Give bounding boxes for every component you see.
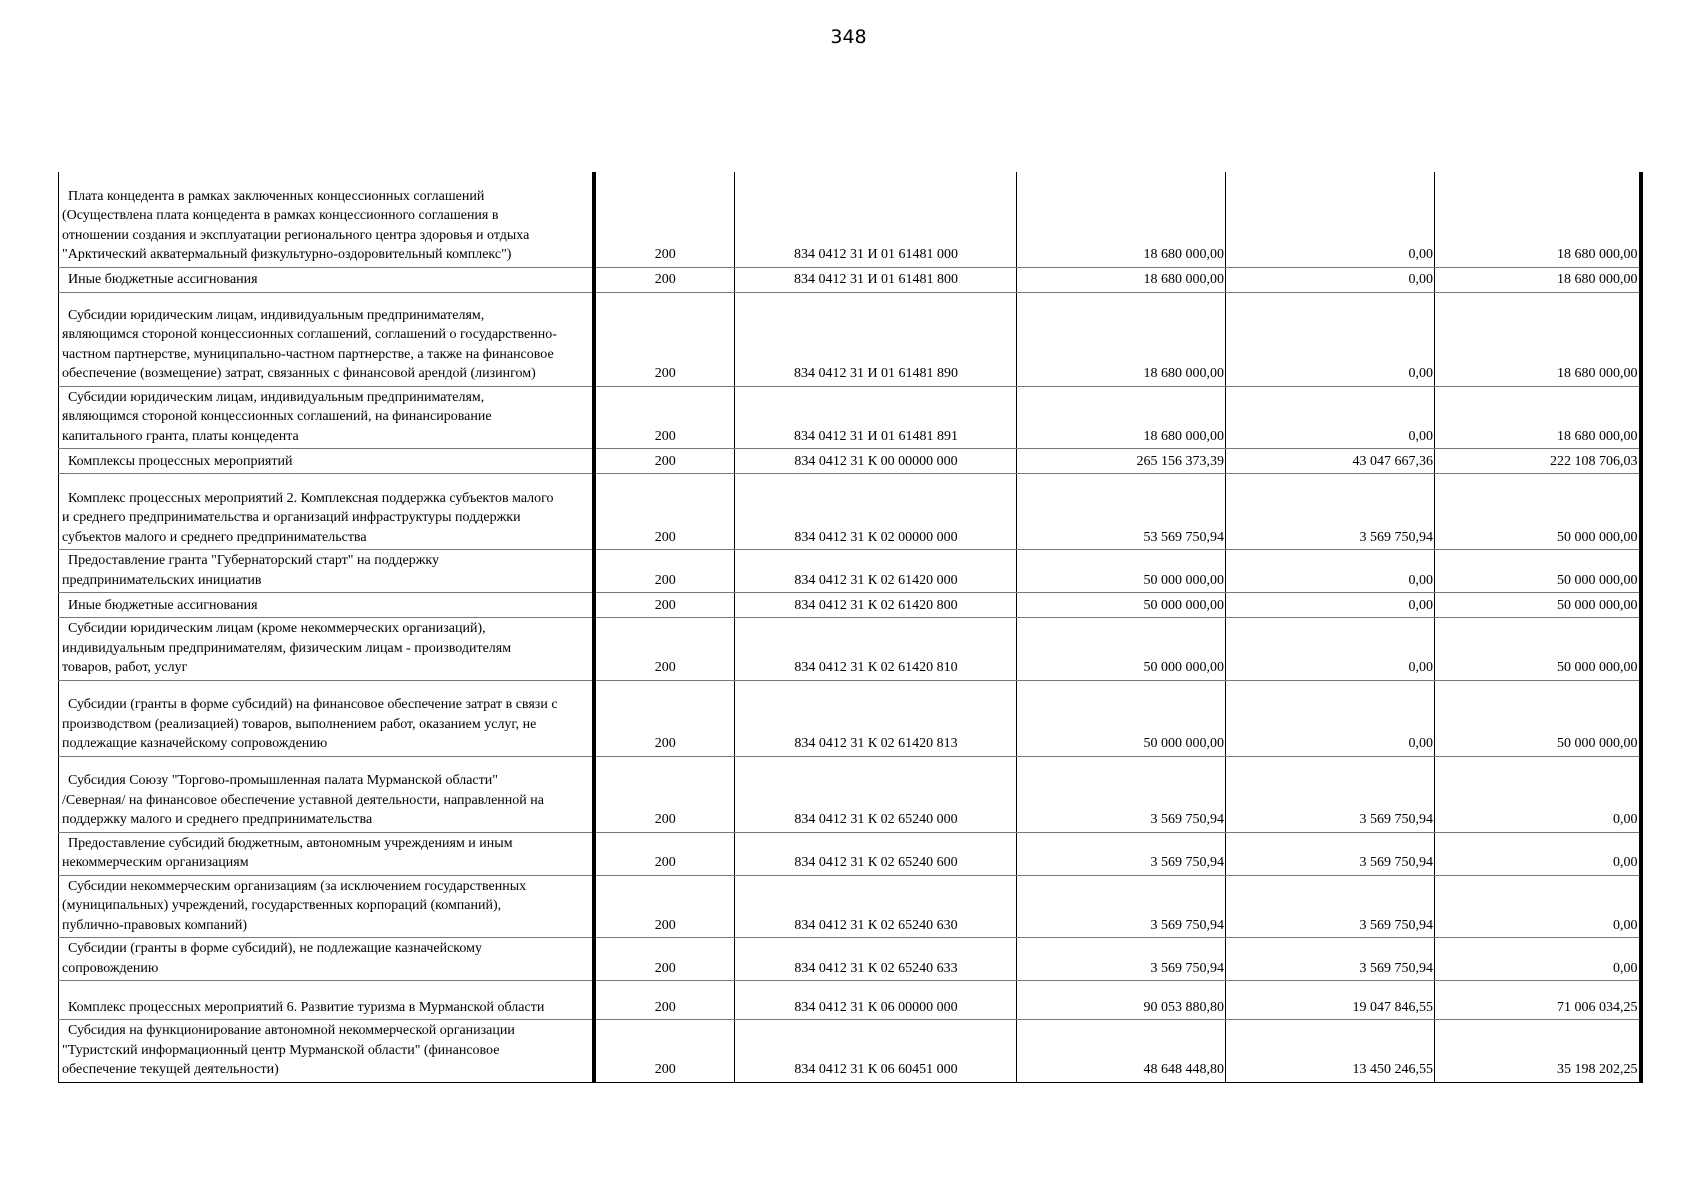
code-cell: 200 [594, 618, 735, 681]
row-name-line: поддержку малого и среднего предпринимательства [62, 812, 373, 827]
code-cell: 200 [594, 938, 735, 981]
table-row [59, 267, 1641, 292]
row-name-cell [59, 981, 594, 1020]
row-name-line: Субсидия на функционирование автономной некоммерческой организации [68, 1023, 515, 1038]
table-row [59, 292, 1641, 386]
row-name-line: капитального гранта, платы концедента [62, 428, 299, 444]
row-name-line: Иные бюджетные ассигнования [68, 597, 258, 613]
code-cell: 200 [594, 550, 735, 593]
row-name-line: субъектов малого и среднего предпринимательства [62, 529, 367, 545]
row-name-cell [59, 875, 594, 938]
amount-cell-1: 48 648 448,80 [1017, 1020, 1226, 1083]
amount-cell-3: 0,00 [1435, 938, 1641, 981]
code-cell: 200 [594, 267, 735, 292]
row-name-line: сопровождению [62, 960, 159, 976]
row-name-cell [59, 618, 594, 681]
row-name-line: Комплекс процессных мероприятий 2. Комплексная поддержка субъектов малого [68, 490, 554, 506]
amount-cell-3: 222 108 706,03 [1435, 449, 1641, 474]
amount-cell-1: 18 680 000,00 [1017, 267, 1226, 292]
amount-cell-2: 3 569 750,94 [1226, 832, 1435, 875]
amount-cell-3: 50 000 000,00 [1435, 550, 1641, 593]
code-cell: 200 [594, 292, 735, 386]
amount-cell-1: 3 569 750,94 [1017, 832, 1226, 875]
amount-cell-1: 265 156 373,39 [1017, 449, 1226, 474]
row-name-line: Субсидия Союзу "Торгово-промышленная палата Мурманской области" [68, 773, 498, 788]
code-cell: 200 [594, 875, 735, 938]
row-name-line: Предоставление гранта "Губернаторский старт" на поддержку [68, 553, 440, 568]
row-name-line: подлежащие казначейскому сопровождению [62, 736, 328, 751]
row-name-cell [59, 832, 594, 875]
row-name-line: некоммерческим организациям [62, 855, 249, 870]
kbk-cell: 834 0412 31 К 02 65240 000 [735, 756, 1017, 832]
amount-cell-3: 0,00 [1435, 875, 1641, 938]
amount-cell-1: 3 569 750,94 [1017, 938, 1226, 981]
row-name-line: обеспечение (возмещение) затрат, связанных с финансовой арендой (лизингом) [62, 366, 536, 381]
table-row [59, 756, 1641, 832]
row-name-line: являющимся стороной концессионных соглашений, соглашений о государственно- [62, 327, 557, 342]
row-name-line: производством (реализацией) товаров, выполнением работ, оказанием услуг, не [62, 716, 537, 732]
kbk-cell: 834 0412 31 И 01 61481 800 [735, 267, 1017, 292]
row-name-line: Субсидии (гранты в форме субсидий), не подлежащие казначейскому [68, 941, 482, 956]
row-name-cell [59, 292, 594, 386]
page-number: 348 [830, 26, 867, 48]
amount-cell-1: 50 000 000,00 [1017, 593, 1226, 618]
amount-cell-2: 0,00 [1226, 172, 1435, 267]
kbk-cell: 834 0412 31 К 02 61420 000 [735, 550, 1017, 593]
amount-cell-1: 90 053 880,80 [1017, 981, 1226, 1020]
amount-cell-3: 50 000 000,00 [1435, 474, 1641, 550]
amount-cell-1: 18 680 000,00 [1017, 292, 1226, 386]
kbk-cell: 834 0412 31 К 06 00000 000 [735, 981, 1017, 1020]
table-row [59, 172, 1641, 267]
row-name-line: Предоставление субсидий бюджетным, автономным учреждениям и иным [68, 835, 513, 851]
table-row [59, 832, 1641, 875]
row-name-cell [59, 680, 594, 756]
amount-cell-3: 50 000 000,00 [1435, 593, 1641, 618]
code-cell: 200 [594, 474, 735, 550]
kbk-cell: 834 0412 31 К 02 61420 813 [735, 680, 1017, 756]
amount-cell-3: 18 680 000,00 [1435, 386, 1641, 449]
row-name-cell [59, 474, 594, 550]
amount-cell-2: 0,00 [1226, 618, 1435, 681]
kbk-cell: 834 0412 31 К 02 65240 630 [735, 875, 1017, 938]
row-name-cell [59, 449, 594, 474]
amount-cell-1: 3 569 750,94 [1017, 756, 1226, 832]
row-name-line: "Арктический акватермальный физкультурно-оздоровительный комплекс") [62, 247, 512, 262]
amount-cell-2: 3 569 750,94 [1226, 756, 1435, 832]
kbk-cell: 834 0412 31 И 01 61481 000 [735, 172, 1017, 267]
amount-cell-2: 0,00 [1226, 267, 1435, 292]
row-name-cell [59, 550, 594, 593]
code-cell: 200 [594, 756, 735, 832]
amount-cell-2: 0,00 [1226, 386, 1435, 449]
table-row [59, 938, 1641, 981]
amount-cell-2: 0,00 [1226, 292, 1435, 386]
row-name-line: Комплексы процессных мероприятий [68, 453, 293, 469]
row-name-line: "Туристский информационный центр Мурманской области" (финансовое [62, 1042, 500, 1058]
row-name-cell [59, 593, 594, 618]
table-row [59, 474, 1641, 550]
row-name-cell [59, 938, 594, 981]
amount-cell-3: 50 000 000,00 [1435, 680, 1641, 756]
amount-cell-1: 18 680 000,00 [1017, 386, 1226, 449]
amount-cell-2: 3 569 750,94 [1226, 474, 1435, 550]
code-cell: 200 [594, 449, 735, 474]
table-row [59, 386, 1641, 449]
row-name-line: товаров, работ, услуг [62, 660, 188, 675]
row-name-line: Субсидии (гранты в форме субсидий) на финансовое обеспечение затрат в связи с [68, 697, 558, 712]
row-name-line: отношении создания и эксплуатации регионального центра здоровья и отдыха [62, 227, 530, 243]
kbk-cell: 834 0412 31 К 00 00000 000 [735, 449, 1017, 474]
row-name-line: Субсидии юридическим лицам (кроме некоммерческих организаций), [68, 621, 486, 636]
row-name-line: (муниципальных) учреждений, государственных корпораций (компаний), [62, 898, 502, 913]
table-row [59, 1020, 1641, 1083]
kbk-cell: 834 0412 31 К 02 65240 633 [735, 938, 1017, 981]
amount-cell-3: 50 000 000,00 [1435, 618, 1641, 681]
code-cell: 200 [594, 172, 735, 267]
row-name-line: Плата концедента в рамках заключенных концессионных соглашений [68, 188, 485, 204]
table-row [59, 875, 1641, 938]
amount-cell-3: 0,00 [1435, 756, 1641, 832]
table-row [59, 449, 1641, 474]
row-name-cell [59, 1020, 594, 1083]
row-name-line: Иные бюджетные ассигнования [68, 272, 258, 287]
kbk-cell: 834 0412 31 К 06 60451 000 [735, 1020, 1017, 1083]
code-cell: 200 [594, 386, 735, 449]
amount-cell-3: 18 680 000,00 [1435, 292, 1641, 386]
table-row [59, 618, 1641, 681]
code-cell: 200 [594, 1020, 735, 1083]
amount-cell-3: 71 006 034,25 [1435, 981, 1641, 1020]
budget-table [58, 172, 1643, 1083]
row-name-line: индивидуальным предпринимателям, физическим лицам - производителям [62, 640, 512, 656]
row-name-line: являющимся стороной концессионных соглашений, на финансирование [62, 409, 492, 424]
table-row [59, 680, 1641, 756]
amount-cell-2: 0,00 [1226, 550, 1435, 593]
table-row [59, 593, 1641, 618]
row-name-cell [59, 172, 594, 267]
row-name-line: предпринимательских инициатив [62, 572, 262, 588]
amount-cell-1: 18 680 000,00 [1017, 172, 1226, 267]
code-cell: 200 [594, 832, 735, 875]
budget-table-body [59, 172, 1641, 1082]
kbk-cell: 834 0412 31 И 01 61481 890 [735, 292, 1017, 386]
row-name-line: и среднего предпринимательства и организаций инфраструктуры поддержки [62, 510, 521, 525]
kbk-cell: 834 0412 31 К 02 61420 810 [735, 618, 1017, 681]
row-name-cell [59, 386, 594, 449]
amount-cell-1: 53 569 750,94 [1017, 474, 1226, 550]
amount-cell-3: 18 680 000,00 [1435, 267, 1641, 292]
table-row [59, 981, 1641, 1020]
amount-cell-2: 3 569 750,94 [1226, 938, 1435, 981]
table-row [59, 550, 1641, 593]
row-name-line: Субсидии юридическим лицам, индивидуальным предпринимателям, [68, 307, 485, 323]
row-name-line: /Северная/ на финансовое обеспечение уставной деятельности, направленной на [62, 792, 544, 808]
kbk-cell: 834 0412 31 К 02 61420 800 [735, 593, 1017, 618]
amount-cell-3: 0,00 [1435, 832, 1641, 875]
kbk-cell: 834 0412 31 К 02 00000 000 [735, 474, 1017, 550]
row-name-cell [59, 267, 594, 292]
amount-cell-1: 50 000 000,00 [1017, 618, 1226, 681]
amount-cell-2: 43 047 667,36 [1226, 449, 1435, 474]
amount-cell-2: 3 569 750,94 [1226, 875, 1435, 938]
amount-cell-1: 50 000 000,00 [1017, 550, 1226, 593]
kbk-cell: 834 0412 31 К 02 65240 600 [735, 832, 1017, 875]
row-name-line: Субсидии юридическим лицам, индивидуальным предпринимателям, [68, 389, 485, 405]
row-name-line: обеспечение текущей деятельности) [62, 1062, 279, 1077]
amount-cell-2: 0,00 [1226, 680, 1435, 756]
code-cell: 200 [594, 680, 735, 756]
amount-cell-2: 19 047 846,55 [1226, 981, 1435, 1020]
amount-cell-2: 0,00 [1226, 593, 1435, 618]
row-name-line: (Осуществлена плата концедента в рамках концессионного соглашения в [62, 208, 499, 223]
row-name-cell [59, 756, 594, 832]
kbk-cell: 834 0412 31 И 01 61481 891 [735, 386, 1017, 449]
amount-cell-3: 35 198 202,25 [1435, 1020, 1641, 1083]
code-cell: 200 [594, 981, 735, 1020]
row-name-line: Комплекс процессных мероприятий 6. Развитие туризма в Мурманской области [68, 999, 545, 1015]
amount-cell-1: 50 000 000,00 [1017, 680, 1226, 756]
row-name-line: публично-правовых компаний) [62, 917, 248, 933]
row-name-line: Субсидии некоммерческим организациям (за исключением государственных [68, 878, 527, 894]
amount-cell-1: 3 569 750,94 [1017, 875, 1226, 938]
amount-cell-2: 13 450 246,55 [1226, 1020, 1435, 1083]
code-cell: 200 [594, 593, 735, 618]
amount-cell-3: 18 680 000,00 [1435, 172, 1641, 267]
row-name-line: частном партнерстве, муниципально-частном партнерстве, а также на финансовое [62, 346, 554, 362]
